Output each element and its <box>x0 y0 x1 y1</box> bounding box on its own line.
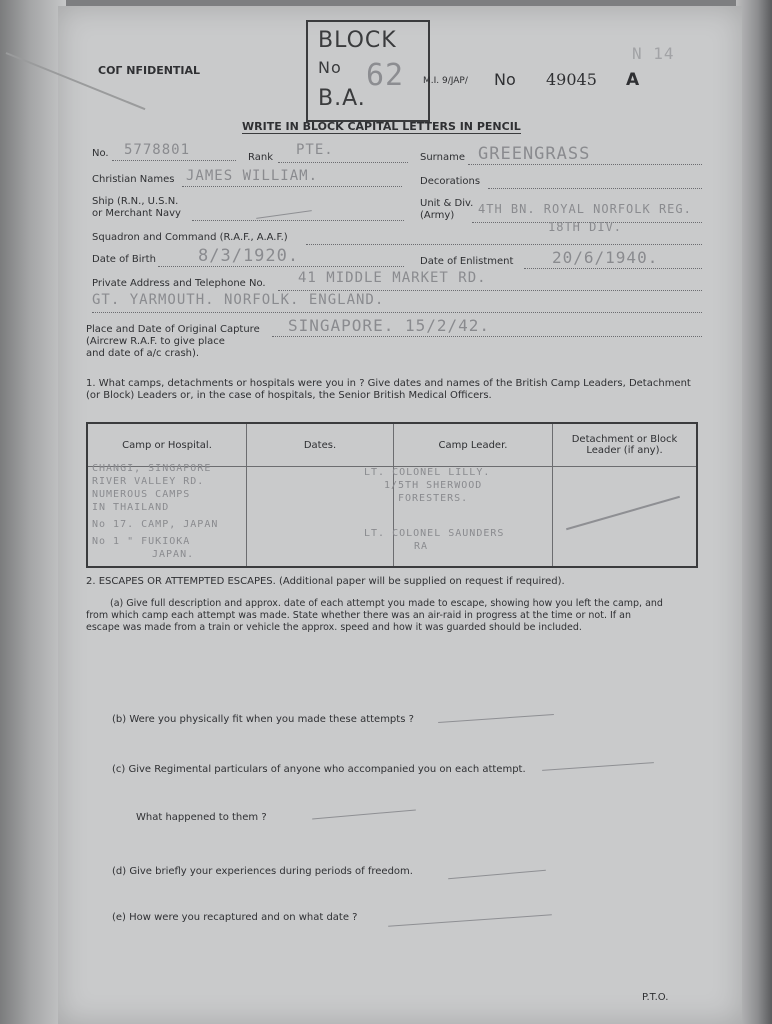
column-dates: Dates. <box>247 423 394 467</box>
camp-entry: RIVER VALLEY RD. <box>92 476 205 487</box>
question2c-followup: What happened to them ? <box>136 812 267 823</box>
camp-entry: No 1 " FUKIOKA <box>92 536 191 547</box>
camps-table-header <box>87 423 697 467</box>
question2c: (c) Give Regimental particulars of anyone who accompanied you on each attempt. <box>112 764 526 775</box>
instruction-heading: WRITE IN BLOCK CAPITAL LETTERS IN PENCIL <box>242 120 521 133</box>
form-code: M.I. 9/JAP/ <box>423 76 468 86</box>
address-label: Private Address and Telephone No. <box>92 278 266 289</box>
squadron-label: Squadron and Command (R.A.F., A.A.F.) <box>92 232 288 243</box>
camp-entry: CHANGI, SINGAPORE <box>92 463 212 474</box>
ship-label-line2: or Merchant Navy <box>92 208 181 219</box>
question2c-followup-pencil-dash <box>312 809 416 819</box>
decorations-label: Decorations <box>420 176 481 187</box>
unit-label-line2: (Army) <box>420 210 455 221</box>
stamp-handwritten-number: 62 <box>366 58 405 93</box>
capture-label-line2: (Aircrew R.A.F. to give place <box>86 336 225 347</box>
dob-value: 8/3/1920. <box>198 246 300 266</box>
classification-label: COГ NFIDENTIAL <box>98 64 201 77</box>
question1-text-line1: 1. What camps, detachments or hospitals were you in ? Give dates and names of the British Camp Leaders, Detachment <box>86 378 691 389</box>
question1-text-line2: (or Block) Leaders or, in the case of hospitals, the Senior British Medical Officers. <box>86 390 492 401</box>
stamp-line-no: No <box>318 58 342 77</box>
form-series: A <box>626 70 640 90</box>
question2e-pencil-dash <box>388 914 552 926</box>
no-value: 5778801 <box>124 142 191 158</box>
surname-value: GREENGRASS <box>478 144 591 164</box>
form-page <box>58 6 742 1024</box>
column-camp-leader: Camp Leader. <box>394 423 553 467</box>
address-value-line1: 41 MIDDLE MARKET RD. <box>298 270 487 286</box>
question2d: (d) Give briefly your experiences during periods of freedom. <box>112 866 413 877</box>
squadron-line <box>306 244 702 245</box>
leader-entry: LT. COLONEL SAUNDERS <box>364 528 505 539</box>
address-value-line2: GT. YARMOUTH. NORFOLK. ENGLAND. <box>92 292 385 308</box>
number-label: No <box>494 70 516 89</box>
camp-entry: JAPAN. <box>152 549 195 560</box>
stamp-line-ba: B.A. <box>318 86 366 111</box>
surname-label: Surname <box>420 152 465 163</box>
question2-heading: 2. ESCAPES OR ATTEMPTED ESCAPES. (Additional paper will be supplied on request if required). <box>86 576 565 587</box>
block-stamp <box>306 20 430 122</box>
column-detachment-leader: Detachment or Block Leader (if any). <box>553 423 698 467</box>
rank-line <box>278 162 408 163</box>
pto-label: P.T.O. <box>642 992 669 1003</box>
corner-pencil-note: N 14 <box>632 44 675 63</box>
camps-list <box>92 462 218 561</box>
ship-line <box>192 220 404 221</box>
leader-entry: 1/5TH SHERWOOD <box>384 480 483 491</box>
form-number: 49045 <box>546 70 597 89</box>
camp-entry: No 17. CAMP, JAPAN <box>92 519 219 530</box>
christian-names-value: JAMES WILLIAM. <box>186 168 319 184</box>
ship-label-line1: Ship (R.N., U.S.N. <box>92 196 179 207</box>
dob-label: Date of Birth <box>92 254 156 265</box>
dob-line <box>158 266 404 267</box>
no-line <box>112 160 236 161</box>
enlistment-value: 20/6/1940. <box>552 248 659 267</box>
question2b: (b) Were you physically fit when you made these attempts ? <box>112 714 414 725</box>
christian-names-line <box>182 186 402 187</box>
unit-value-line2: 18TH DIV. <box>548 220 623 234</box>
stamp-line-block: BLOCK <box>318 28 397 53</box>
rank-value: PTE. <box>296 142 334 158</box>
question2d-pencil-dash <box>448 870 546 880</box>
question2c-pencil-dash <box>542 762 654 771</box>
question2a-line2: from which camp each attempt was made. State whether there was an air-raid in progress at the time or not. If an <box>86 610 632 621</box>
capture-label-line1: Place and Date of Original Capture <box>86 324 260 335</box>
enlistment-line <box>524 268 702 269</box>
detachment-cell <box>553 467 698 568</box>
ship-pencil-dash <box>256 210 312 219</box>
question2e: (e) How were you recaptured and on what date ? <box>112 912 358 923</box>
capture-line <box>272 336 702 337</box>
decorations-line <box>488 188 702 189</box>
capture-label-line3: and date of a/c crash). <box>86 348 200 359</box>
enlistment-label: Date of Enlistment <box>420 256 514 267</box>
address-line1 <box>278 290 702 291</box>
column-camp-or-hospital: Camp or Hospital. <box>87 423 247 467</box>
surname-line <box>468 164 702 165</box>
leaders-list <box>364 466 504 553</box>
leader-entry: RA <box>414 541 429 552</box>
leader-entry: LT. COLONEL LILLY. <box>364 467 491 478</box>
question2b-pencil-dash <box>438 714 554 723</box>
camp-entry: IN THAILAND <box>92 502 170 513</box>
leader-entry: FORESTERS. <box>398 493 469 504</box>
unit-value-line1: 4TH BN. ROYAL NORFOLK REG. <box>478 202 692 216</box>
christian-names-label: Christian Names <box>92 174 175 185</box>
rank-label: Rank <box>248 152 273 163</box>
question2a-line3: escape was made from a train or vehicle the approx. speed and how it was guarded should be included. <box>86 622 582 633</box>
camp-entry: NUMEROUS CAMPS <box>92 489 191 500</box>
unit-label-line1: Unit & Div. <box>420 198 474 209</box>
question2a-line1: (a) Give full description and approx. date of each attempt you made to escape, showing how you left the camp, and <box>110 598 663 609</box>
address-line2 <box>92 312 702 313</box>
no-label: No. <box>92 148 109 159</box>
file-binding <box>0 0 66 1024</box>
capture-value: SINGAPORE. 15/2/42. <box>288 316 491 335</box>
